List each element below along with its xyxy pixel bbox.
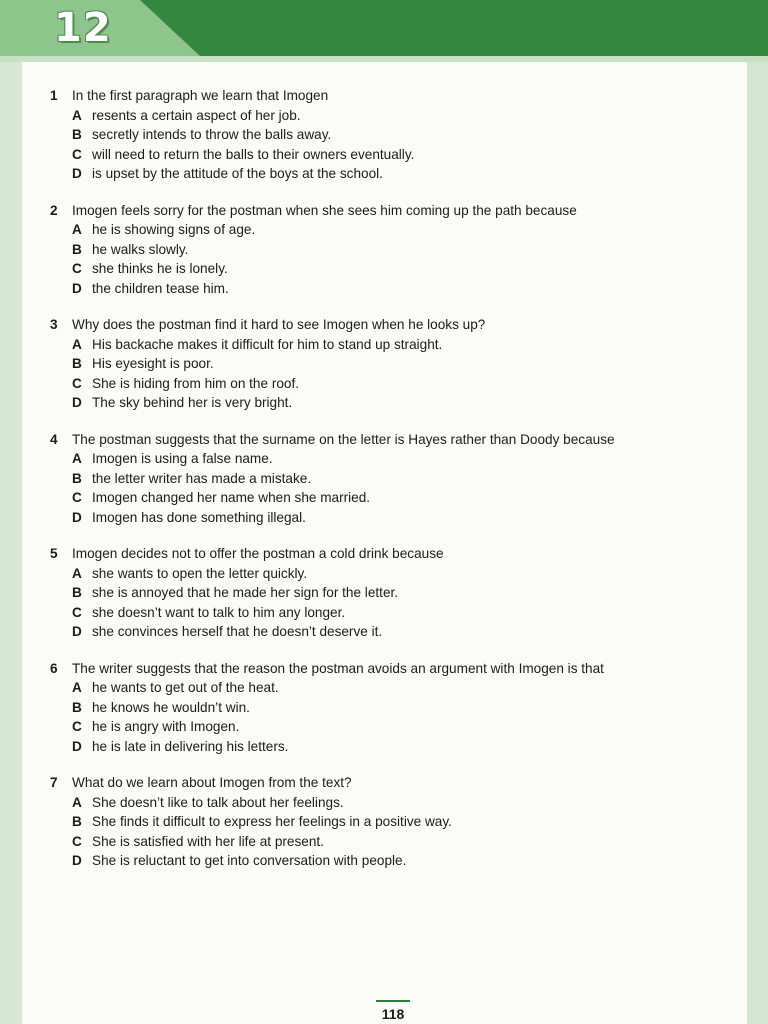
- option-letter: B: [72, 241, 82, 257]
- option-a: [50, 335, 740, 355]
- option-text: Imogen changed her name when she married.: [92, 490, 371, 505]
- option-text: he knows he wouldn’t win.: [92, 699, 250, 715]
- question-7: [50, 773, 740, 871]
- option-c: [50, 259, 740, 279]
- option-letter: C: [72, 261, 82, 276]
- option-d: [50, 851, 740, 871]
- option-text: She is reluctant to get into conversation with people.: [92, 853, 407, 868]
- question-number: 7: [50, 775, 58, 790]
- option-letter: B: [72, 470, 82, 486]
- question-number: 3: [50, 317, 58, 332]
- option-letter: B: [72, 585, 82, 600]
- option-text: His backache makes it difficult for him to stand up straight.: [92, 336, 443, 352]
- option-text: His eyesight is poor.: [92, 356, 214, 371]
- option-text: he wants to get out of the heat.: [92, 680, 279, 695]
- question-stem: In the first paragraph we learn that Imogen: [72, 88, 329, 103]
- option-b: [50, 698, 740, 718]
- unit-number: 12: [54, 5, 112, 51]
- option-letter: D: [72, 853, 82, 868]
- option-d: [50, 279, 740, 299]
- option-b: [50, 125, 740, 145]
- option-text: she convinces herself that he doesn’t deserve it.: [92, 624, 383, 639]
- question-3: [50, 315, 740, 413]
- option-c: [50, 603, 740, 623]
- option-text: Imogen is using a false name.: [92, 451, 273, 466]
- option-letter: C: [72, 490, 82, 505]
- option-d: [50, 622, 740, 642]
- question-number: 4: [50, 431, 58, 447]
- option-text: Imogen has done something illegal.: [92, 509, 306, 525]
- option-letter: A: [72, 336, 82, 352]
- option-text: she wants to open the letter quickly.: [92, 565, 308, 581]
- option-text: he walks slowly.: [92, 241, 189, 257]
- option-letter: A: [72, 451, 82, 466]
- option-letter: D: [72, 624, 82, 639]
- option-a: [50, 449, 740, 469]
- option-letter: B: [72, 699, 82, 715]
- option-a: [50, 678, 740, 698]
- option-text: he is showing signs of age.: [92, 222, 256, 237]
- option-b: [50, 354, 740, 374]
- option-letter: D: [72, 509, 82, 525]
- option-letter: A: [72, 565, 82, 581]
- option-text: she is annoyed that he made her sign for the letter.: [92, 585, 399, 600]
- option-text: She is satisfied with her life at present.: [92, 833, 324, 849]
- option-d: [50, 164, 740, 184]
- option-letter: D: [72, 738, 82, 754]
- option-letter: D: [72, 280, 82, 296]
- option-text: The sky behind her is very bright.: [92, 395, 293, 410]
- option-letter: C: [72, 719, 82, 734]
- question-number: 5: [50, 546, 58, 561]
- option-b: [50, 469, 740, 489]
- option-text: will need to return the balls to their owners eventually.: [92, 146, 415, 162]
- option-b: [50, 583, 740, 603]
- question-number: 1: [50, 88, 58, 103]
- option-letter: D: [72, 166, 82, 181]
- option-text: the children tease him.: [92, 280, 229, 296]
- option-text: resents a certain aspect of her job.: [92, 107, 301, 123]
- option-text: he is angry with Imogen.: [92, 719, 240, 734]
- option-letter: A: [72, 107, 82, 123]
- option-letter: A: [72, 680, 82, 695]
- question-number: 6: [50, 660, 58, 676]
- option-b: [50, 240, 740, 260]
- option-text: he is late in delivering his letters.: [92, 738, 289, 754]
- option-text: She finds it difficult to express her feelings in a positive way.: [92, 814, 452, 829]
- option-a: [50, 220, 740, 240]
- option-text: She doesn’t like to talk about her feelings.: [92, 794, 344, 810]
- option-text: She is hiding from him on the roof.: [92, 375, 300, 391]
- option-letter: A: [72, 794, 82, 810]
- option-c: [50, 488, 740, 508]
- question-list: [50, 86, 740, 888]
- question-4: [50, 430, 740, 528]
- question-5: [50, 544, 740, 642]
- option-d: [50, 393, 740, 413]
- question-stem: Imogen feels sorry for the postman when she sees him coming up the path because: [72, 202, 577, 218]
- option-letter: C: [72, 146, 82, 162]
- question-2: [50, 201, 740, 299]
- question-stem: The postman suggests that the surname on the letter is Hayes rather than Doody because: [72, 431, 615, 447]
- question-stem: What do we learn about Imogen from the text?: [72, 775, 352, 790]
- question-stem: Imogen decides not to offer the postman a cold drink because: [72, 546, 444, 561]
- option-letter: B: [72, 127, 82, 142]
- option-a: [50, 106, 740, 126]
- option-letter: C: [72, 375, 82, 391]
- option-letter: B: [72, 356, 82, 371]
- question-1: [50, 86, 740, 184]
- option-b: [50, 812, 740, 832]
- option-c: [50, 717, 740, 737]
- option-d: [50, 737, 740, 757]
- option-letter: C: [72, 833, 82, 849]
- question-6: [50, 659, 740, 757]
- option-c: [50, 374, 740, 394]
- option-a: [50, 564, 740, 584]
- option-text: secretly intends to throw the balls away.: [92, 127, 332, 142]
- right-margin-band: [747, 62, 768, 1024]
- question-stem: The writer suggests that the reason the postman avoids an argument with Imogen is that: [72, 660, 604, 676]
- question-stem: Why does the postman find it hard to see Imogen when he looks up?: [72, 317, 486, 332]
- page-number: 118: [376, 1000, 410, 1024]
- option-letter: B: [72, 814, 82, 829]
- option-letter: C: [72, 604, 82, 620]
- option-text: the letter writer has made a mistake.: [92, 470, 312, 486]
- option-d: [50, 508, 740, 528]
- option-text: is upset by the attitude of the boys at the school.: [92, 166, 383, 181]
- option-letter: D: [72, 395, 82, 410]
- option-letter: A: [72, 222, 82, 237]
- question-number: 2: [50, 202, 58, 218]
- option-text: she thinks he is lonely.: [92, 261, 228, 276]
- option-text: she doesn’t want to talk to him any longer.: [92, 604, 346, 620]
- option-c: [50, 832, 740, 852]
- option-c: [50, 145, 740, 165]
- option-a: [50, 793, 740, 813]
